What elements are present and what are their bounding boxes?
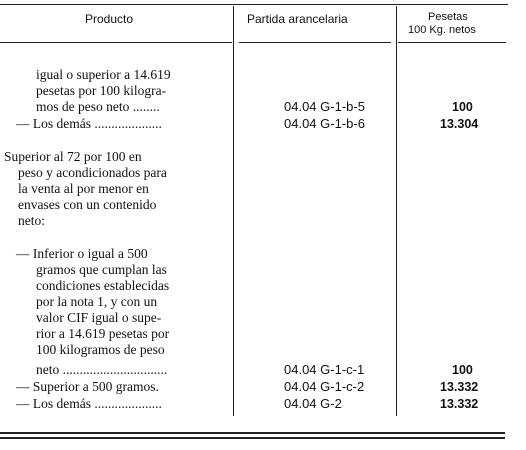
- bottom-rule-1: [0, 432, 505, 434]
- block1-row1-value: 100: [452, 100, 473, 114]
- block3-line-8: neto ...............................: [36, 362, 168, 377]
- block3-row3-label: — Los demás ....................: [16, 396, 162, 411]
- block3-line-3: condiciones establecidas: [36, 278, 170, 293]
- block3-line-1: — Inferior o igual a 500: [16, 246, 148, 261]
- block3-row1-value: 100: [452, 363, 473, 377]
- block2-line-4: envases con un contenido: [18, 197, 157, 212]
- header-pesetas-line2: 100 Kg. netos: [408, 24, 476, 36]
- header-rule-partida: [239, 42, 391, 43]
- column-divider-1: [233, 6, 234, 416]
- block3-row1-code: 04.04 G-1-c-1: [284, 362, 365, 377]
- column-divider-2: [396, 6, 397, 416]
- block3-row2-label: — Superior a 500 gramos.: [16, 379, 159, 394]
- block2-line-2: peso y acondicionados para: [18, 165, 167, 180]
- block3-line-4: por la nota 1, y con un: [36, 294, 158, 309]
- block1-line-2: pesetas por 100 kilogra-: [36, 83, 167, 98]
- block3-row3-code: 04.04 G-2: [284, 396, 342, 411]
- header-pesetas-line1: Pesetas: [428, 11, 468, 23]
- block3-row3-value: 13.332: [440, 397, 479, 411]
- block1-row1-code: 04.04 G-1-b-5: [284, 99, 365, 114]
- header-producto: Producto: [85, 12, 134, 26]
- block1-row2-value: 13.304: [440, 117, 479, 131]
- bottom-rule-2: [0, 437, 505, 439]
- header-partida: Partida arancelaria: [247, 12, 348, 26]
- block3-line-6: rior a 14.619 pesetas por: [36, 326, 170, 341]
- header-rule-pesetas: [398, 42, 506, 43]
- block1-line-1: igual o superior a 14.619: [36, 67, 171, 82]
- block2-line-5: neto:: [18, 213, 45, 228]
- block3-row2-value: 13.332: [440, 380, 479, 394]
- block3-line-2: gramos que cumplan las: [36, 262, 167, 277]
- block3-line-7: 100 kilogramos de peso: [36, 342, 165, 357]
- header-rule-producto: [0, 42, 232, 43]
- block1-row2-label: — Los demás ....................: [16, 116, 162, 131]
- top-rule: [0, 4, 508, 5]
- block3-row2-code: 04.04 G-1-c-2: [284, 379, 365, 394]
- block2-line-1: Superior al 72 por 100 en: [4, 149, 142, 164]
- block3-line-5: valor CIF igual o supe-: [36, 310, 162, 325]
- block1-row2-code: 04.04 G-1-b-6: [284, 116, 365, 131]
- block1-line-3: mos de peso neto ........: [36, 99, 160, 114]
- block2-line-3: la venta al por menor en: [18, 181, 149, 196]
